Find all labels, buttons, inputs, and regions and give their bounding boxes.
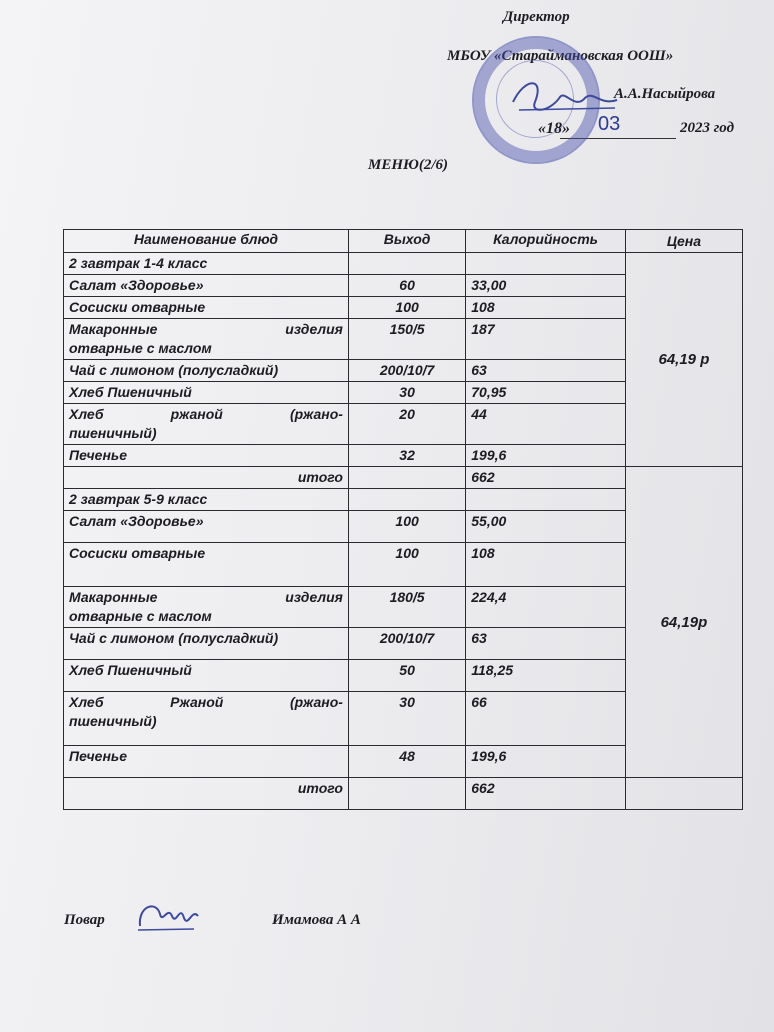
total-label: итого: [64, 778, 349, 810]
table-row: [64, 253, 743, 275]
header-director: Директор: [503, 9, 570, 25]
dish-calories: 199,6: [466, 445, 626, 467]
director-signature: [505, 72, 625, 122]
total-label: итого: [64, 467, 349, 489]
dish-name: Салат «Здоровье»: [64, 275, 349, 297]
section-label: 2 завтрак 5-9 класс: [64, 489, 349, 511]
header-name: А.А.Насыйрова: [614, 86, 716, 102]
header-school: МБОУ «Старайманoвская ООШ»: [447, 48, 674, 64]
dish-calories: 55,00: [466, 511, 626, 543]
dish-output: 200/10/7: [348, 360, 465, 382]
dish-name: Печенье: [64, 746, 349, 778]
dish-name: Сосиски отварные: [64, 297, 349, 319]
dish-output: 150/5: [348, 319, 465, 360]
dish-output: 100: [348, 297, 465, 319]
dish-calories: 108: [466, 543, 626, 587]
dish-output: 100: [348, 543, 465, 587]
dish-output: 100: [348, 511, 465, 543]
dish-output: 30: [348, 382, 465, 404]
cook-signature: [134, 896, 204, 936]
total-row: [64, 467, 743, 489]
footer-name: Имамова А А: [272, 912, 361, 928]
dish-output: 60: [348, 275, 465, 297]
dish-output: 30: [348, 692, 465, 746]
header-cell: Калорийность: [466, 230, 626, 253]
dish-calories: 199,6: [466, 746, 626, 778]
dish-name: Чай с лимоном (полусладкий): [64, 360, 349, 382]
dish-calories: 118,25: [466, 660, 626, 692]
total-row: [64, 778, 743, 810]
header-cell: Наименование блюд: [64, 230, 349, 253]
dish-output: 20: [348, 404, 465, 445]
dish-output: 200/10/7: [348, 628, 465, 660]
dish-calories: 66: [466, 692, 626, 746]
section-label: 2 завтрак 1-4 класс: [64, 253, 349, 275]
page-title: МЕНЮ(2/6): [368, 157, 449, 173]
price-cell: 64,19р: [625, 467, 742, 778]
header-date-month: 03: [598, 113, 621, 135]
total-calories: 662: [466, 778, 626, 810]
dish-name: Чай с лимоном (полусладкий): [64, 628, 349, 660]
dish-calories: 108: [466, 297, 626, 319]
dish-calories: 187: [466, 319, 626, 360]
header-date-day: «18»: [538, 120, 570, 137]
header-cell: Выход: [348, 230, 465, 253]
dish-name: Хлеб Ржаной (ржано- пшеничный): [64, 692, 349, 746]
header-date-year: 2023 год: [680, 120, 735, 136]
dish-name: Хлеб Пшеничный: [64, 660, 349, 692]
price-cell: 64,19 р: [625, 253, 742, 467]
dish-name: Хлеб Пшеничный: [64, 382, 349, 404]
dish-calories: 44: [466, 404, 626, 445]
dish-calories: 63: [466, 360, 626, 382]
dish-name: Салат «Здоровье»: [64, 511, 349, 543]
dish-name: Хлеб ржаной (ржано- пшеничный): [64, 404, 349, 445]
dish-name: Макаронные изделия отварные с маслом: [64, 319, 349, 360]
dish-calories: 63: [466, 628, 626, 660]
dish-name: Сосиски отварные: [64, 543, 349, 587]
table-header-row: [64, 230, 743, 253]
menu-table: [63, 229, 743, 810]
dish-name: Печенье: [64, 445, 349, 467]
dish-calories: 70,95: [466, 382, 626, 404]
total-calories: 662: [466, 467, 626, 489]
dish-name: Макаронные изделия отварные с маслом: [64, 587, 349, 628]
dish-output: 50: [348, 660, 465, 692]
dish-output: 48: [348, 746, 465, 778]
dish-calories: 224,4: [466, 587, 626, 628]
dish-output: 32: [348, 445, 465, 467]
footer-role: Повар: [64, 912, 105, 928]
dish-output: 180/5: [348, 587, 465, 628]
header-cell: Цена: [625, 230, 742, 253]
dish-calories: 33,00: [466, 275, 626, 297]
